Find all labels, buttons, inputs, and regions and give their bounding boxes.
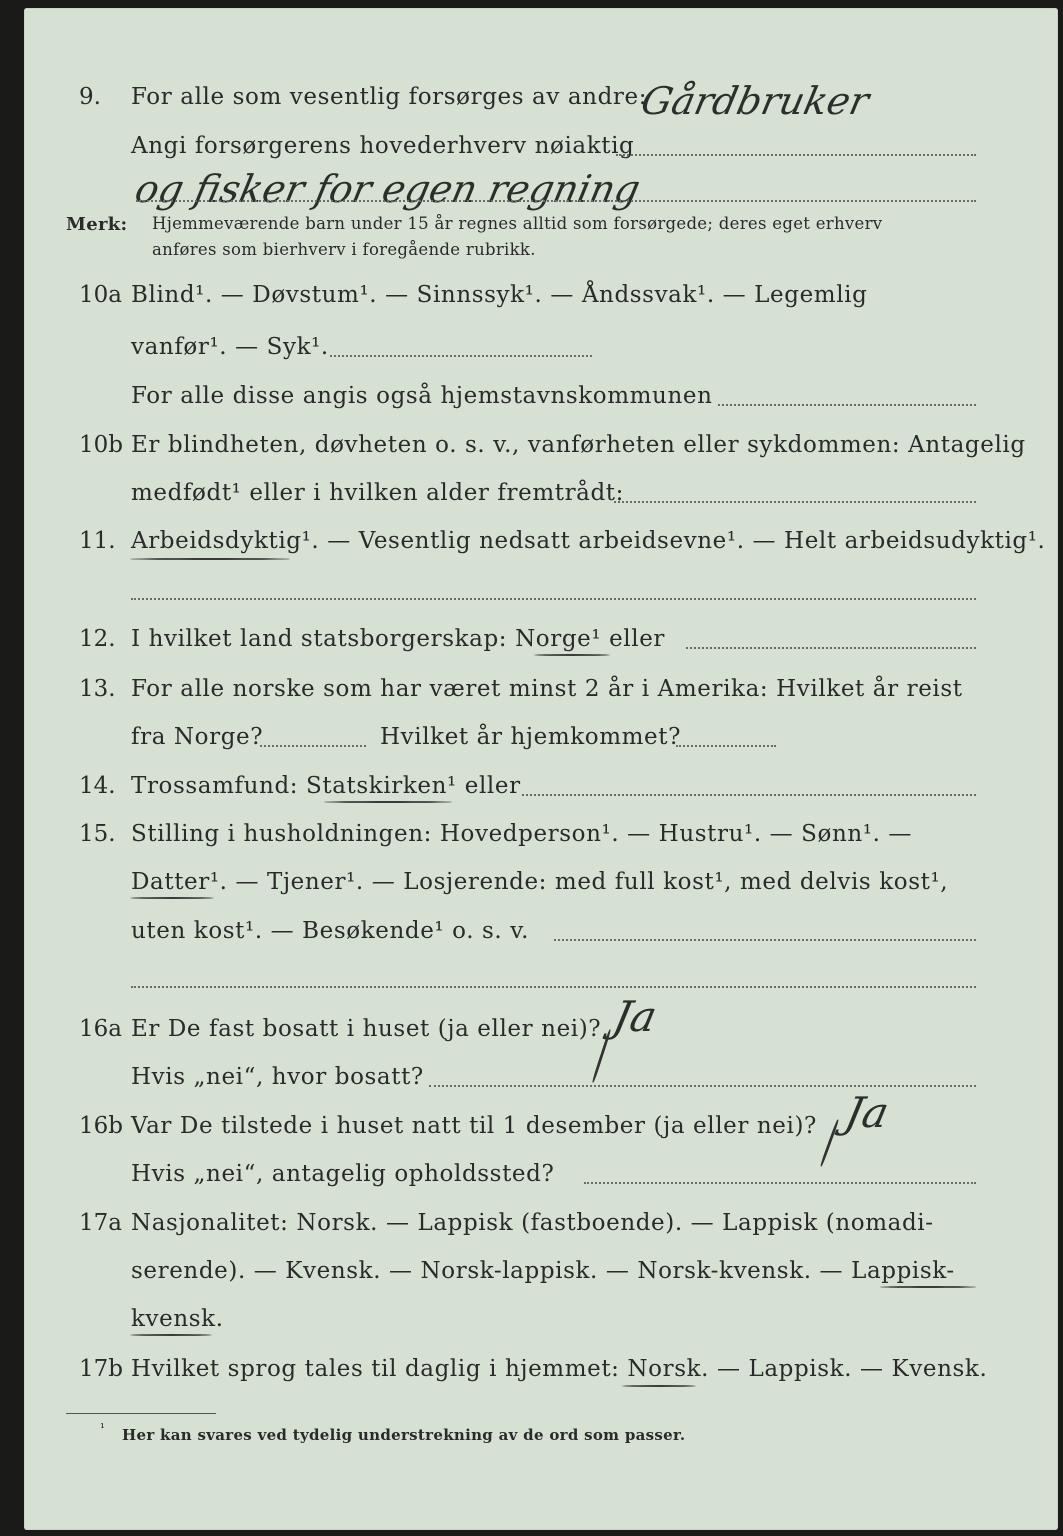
q17a-number: 17a <box>79 1210 122 1236</box>
q17b-answer-underline <box>622 1385 696 1387</box>
q13-line2a: fra Norge? <box>131 724 264 750</box>
q17a-answer-underline-1 <box>880 1286 976 1288</box>
q14-answer-underline <box>324 801 452 803</box>
q16a-line1: Er De fast bosatt i huset (ja eller nei)? <box>131 1016 602 1042</box>
footnote-text: Her kan svares ved tydelig understrekning av de ord som passer. <box>122 1426 686 1444</box>
q10b-line2: medfødt¹ eller i hvilken alder fremtrådt: <box>131 480 624 506</box>
q15-line1: Stilling i husholdningen: Hovedperson¹. — Hustru¹. — Sønn¹. — <box>131 821 913 847</box>
q10a-fill-line-2 <box>718 404 976 406</box>
q14-number: 14. <box>79 773 116 799</box>
q11-answer-underline <box>130 558 290 560</box>
q17a-line2: serende). — Kvensk. — Norsk-lappisk. — Norsk-kvensk. — Lappisk- <box>131 1258 955 1284</box>
merk-line2: anføres som bierhverv i foregående rubrikk. <box>152 240 536 259</box>
q13-fill-line-1 <box>260 745 366 747</box>
footnote-rule <box>66 1413 216 1414</box>
q13-line2b: Hvilket år hjemkommet? <box>380 724 682 750</box>
q15-line2: Datter¹. — Tjener¹. — Losjerende: med full kost¹, med delvis kost¹, <box>131 869 949 895</box>
q16b-line1: Var De tilstede i huset natt til 1 desember (ja eller nei)? <box>131 1113 817 1139</box>
q10a-fill-line <box>330 355 592 357</box>
q10a-line3: For alle disse angis også hjemstavnskommunen <box>131 383 713 409</box>
q11-line1: Arbeidsdyktig¹. — Vesentlig nedsatt arbeidsevne¹. — Helt arbeidsudyktig¹. <box>131 528 1046 554</box>
census-form-page <box>24 8 1058 1530</box>
q14-line1: Trossamfund: Statskirken¹ eller <box>131 773 521 799</box>
q12-answer-underline <box>534 654 610 656</box>
q16a-number: 16a <box>79 1016 122 1042</box>
q13-fill-line-2 <box>676 745 776 747</box>
q16a-line2: Hvis „nei“, hvor bosatt? <box>131 1064 424 1090</box>
q15-fill-line <box>554 939 976 941</box>
q15-number: 15. <box>79 821 116 847</box>
q14-fill-line <box>522 794 976 796</box>
q15-line3: uten kost¹. — Besøkende¹ o. s. v. <box>131 918 530 944</box>
q9-line1: For alle som vesentlig forsørges av andre: <box>131 84 648 110</box>
q17a-line1: Nasjonalitet: Norsk. — Lappisk (fastboende). — Lappisk (nomadi- <box>131 1210 934 1236</box>
q9-line2: Angi forsørgerens hovederhverv nøiaktig <box>131 133 635 159</box>
q12-fill-line <box>686 647 976 649</box>
q9-number: 9. <box>79 84 101 110</box>
q12-number: 12. <box>79 626 116 652</box>
q11-number: 11. <box>79 528 116 554</box>
q9-answer-line1: Gårdbruker <box>637 79 873 123</box>
q10a-line1: Blind¹. — Døvstum¹. — Sinnssyk¹. — Åndssvak¹. — Legemlig <box>131 282 868 308</box>
q9-answer-line2: og fisker for egen regning <box>131 167 645 211</box>
q11-fill-line <box>131 598 976 600</box>
q15-answer-underline <box>130 897 214 899</box>
q17b-line1: Hvilket sprog tales til daglig i hjemmet: Norsk. — Lappisk. — Kvensk. <box>131 1356 988 1382</box>
q16b-answer-stroke <box>820 1119 840 1167</box>
q15-fill-line-2 <box>131 986 976 988</box>
q12-line1: I hvilket land statsborgerskap: Norge¹ eller <box>131 626 666 652</box>
merk-label: Merk: <box>66 214 128 235</box>
q10b-number: 10b <box>79 432 123 458</box>
merk-line1: Hjemmeværende barn under 15 år regnes alltid som forsørgede; deres eget erhverv <box>152 214 883 233</box>
q17a-answer-underline-2 <box>130 1334 212 1336</box>
q16b-number: 16b <box>79 1113 123 1139</box>
q16b-answer: Ja <box>840 1088 894 1137</box>
q10a-line2: vanfør¹. — Syk¹. <box>131 334 329 360</box>
q9-fill-line <box>616 154 976 156</box>
footnote-mark: ¹ <box>100 1421 106 1435</box>
q13-number: 13. <box>79 676 116 702</box>
q10b-line1: Er blindheten, døvheten o. s. v., vanførheten eller sykdommen: Antagelig <box>131 432 1026 458</box>
q9-fill-line-2 <box>136 200 976 202</box>
q16b-line2: Hvis „nei“, antagelig opholdssted? <box>131 1161 555 1187</box>
q17b-number: 17b <box>79 1356 123 1382</box>
q10a-number: 10a <box>79 282 122 308</box>
q16a-answer: Ja <box>608 992 662 1041</box>
q13-line1: For alle norske som har været minst 2 år i Amerika: Hvilket år reist <box>131 676 963 702</box>
q16a-fill-line <box>429 1085 976 1087</box>
q17a-line3: kvensk. <box>131 1306 224 1332</box>
q10b-fill-line <box>614 501 976 503</box>
q16b-fill-line <box>584 1182 976 1184</box>
